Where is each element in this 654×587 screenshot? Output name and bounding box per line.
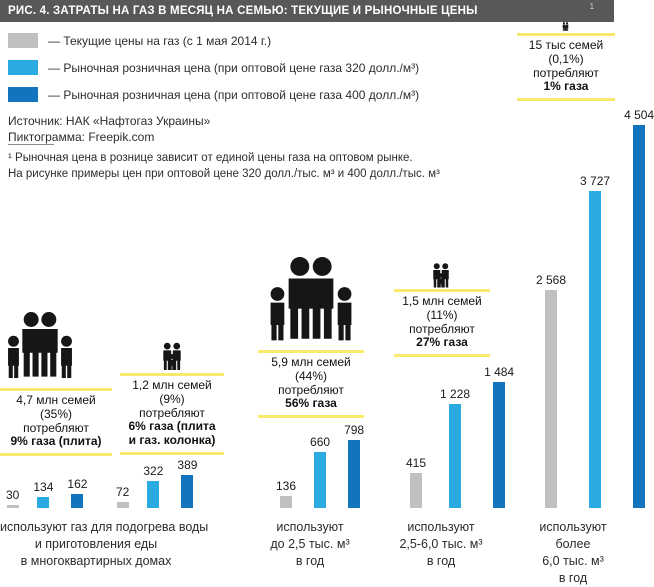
bar-group-2 [116, 458, 197, 508]
caption-group-4 [368, 519, 514, 570]
source-note [8, 114, 210, 145]
caption-groups-1-2 [0, 519, 209, 570]
legend-label: — Текущие цены на газ (с 1 мая 2014 г.) [48, 33, 272, 48]
bar-cell [33, 480, 53, 508]
bar-value: 798 [344, 423, 365, 437]
segment-info-2 [120, 373, 224, 455]
caption-group-3 [240, 519, 380, 570]
bar-cell [143, 464, 163, 508]
bar-value: 30 [6, 488, 20, 502]
bar-market-320 [147, 481, 159, 508]
bar-value: 415 [406, 456, 427, 470]
segment-info-line: 6% газа (плита [128, 419, 216, 434]
legend-label: — Рыночная розничная цена (при оптовой цене газа 400 долл./м³) [48, 87, 420, 102]
segment-info-line: 9% газа (плита) [10, 434, 102, 449]
bar-cell [177, 458, 197, 508]
footnote [8, 144, 440, 182]
bar-cell [624, 108, 654, 508]
footnote-reference: 1 [589, 2, 595, 11]
segment-info-3 [258, 350, 364, 418]
segment-info-line: 1,2 млн семей [132, 378, 212, 392]
caption-line: в год [295, 553, 325, 568]
legend-item-market-320 [8, 60, 419, 75]
bar-cell [406, 456, 426, 508]
footnote-line: ¹ Рыночная цена в рознице зависит от единой цены газа на оптовом рынке. [8, 152, 413, 164]
segment-info-line: потребляют [409, 321, 475, 336]
segment-info-5 [517, 33, 615, 101]
bar-value: 3 727 [580, 174, 611, 188]
segment-info-line: (9%) [159, 391, 185, 406]
caption-line: используют [407, 520, 475, 534]
bar-market-400 [348, 440, 360, 508]
bar-group-5 [536, 108, 654, 508]
family-icon-small [158, 342, 186, 371]
bar-value: 389 [177, 458, 198, 472]
segment-info-line: 27% газа [416, 335, 468, 350]
bar-value: 162 [67, 477, 88, 491]
bar-cell [536, 273, 566, 508]
segment-info-line: 4,7 млн семей [16, 393, 96, 407]
caption-line: используют газ для подогрева воды [0, 520, 209, 534]
footnote-divider [8, 144, 54, 145]
figure-title: РИС. 4. ЗАТРАТЫ НА ГАЗ В МЕСЯЦ НА СЕМЬЮ: ТЕКУЩИЕ И РЫНОЧНЫЕ ЦЕНЫ [8, 5, 478, 17]
caption-line: в год [558, 570, 588, 585]
bar-group-3 [276, 423, 364, 508]
bar-group-1 [6, 477, 87, 508]
segment-info-line: 5,9 млн семей [271, 355, 351, 369]
bar-market-400 [493, 382, 505, 508]
bar-current-price [7, 505, 19, 508]
bar-value: 4 504 [624, 108, 654, 122]
segment-info-line: 1,5 млн семей [402, 294, 482, 308]
bar-cell [116, 485, 129, 508]
caption-line: используют [539, 520, 607, 534]
caption-line: до 2,5 тыс. м³ [270, 536, 350, 551]
segment-info-line: и газ. колонка) [128, 433, 216, 448]
legend-swatch-market-400 [8, 87, 38, 102]
segment-info-line: потребляют [533, 65, 599, 80]
caption-line: 2,5-6,0 тыс. м³ [399, 536, 483, 551]
segment-info-line: 15 тыс семей [528, 38, 604, 52]
bar-cell [310, 435, 330, 508]
bar-market-400 [71, 494, 83, 508]
family-icon [6, 307, 74, 385]
bar-cell [6, 488, 19, 508]
bar-value: 136 [276, 479, 297, 493]
legend-swatch-market-320 [8, 60, 38, 75]
caption-line: в многоквартирных домах [20, 553, 172, 568]
bar-cell [344, 423, 364, 508]
segment-info-line: 1% газа [543, 79, 589, 94]
title-bar [0, 0, 614, 22]
bar-cell [580, 174, 610, 508]
bar-value: 72 [116, 485, 130, 499]
segment-info-4 [394, 289, 490, 357]
bar-value: 660 [310, 435, 331, 449]
bar-current-price [545, 290, 557, 508]
bar-cell [484, 365, 514, 508]
caption-line: более [555, 536, 591, 551]
segment-info-line: потребляют [23, 420, 89, 435]
segment-info-line: потребляют [139, 405, 205, 420]
legend-item-current-price [8, 33, 419, 48]
legend [8, 33, 419, 102]
bar-value: 1 228 [440, 387, 471, 401]
family-icon-small [427, 263, 455, 288]
legend-item-market-400 [8, 87, 419, 102]
bar-market-400 [181, 475, 193, 508]
segment-info-line: потребляют [278, 382, 344, 397]
bar-market-320 [314, 452, 326, 508]
bar-market-320 [37, 497, 49, 508]
bar-cell [440, 387, 470, 508]
bar-cell [67, 477, 87, 508]
source-line: Источник: НАК «Нафтогаз Украины» [8, 114, 211, 128]
segment-info-line: (44%) [294, 368, 327, 383]
caption-line: используют [276, 520, 344, 534]
bar-market-400 [633, 125, 645, 508]
caption-line: и приготовления еды [34, 536, 158, 551]
bar-value: 2 568 [536, 273, 567, 287]
family-icon-tiny [561, 22, 570, 31]
segment-info-line: 56% газа [285, 396, 337, 411]
legend-label: — Рыночная розничная цена (при оптовой цене газа 320 долл./м³) [48, 60, 420, 75]
bar-value: 322 [143, 464, 164, 478]
pictogram-credit-line: Пиктограмма: Freepik.com [8, 129, 155, 144]
family-icon [268, 252, 354, 348]
segment-info-1 [0, 388, 112, 456]
caption-group-5 [500, 519, 646, 587]
bar-group-4 [406, 365, 514, 508]
bar-value: 134 [33, 480, 54, 494]
bar-market-320 [449, 404, 461, 508]
segment-info-line: (11%) [426, 307, 458, 322]
segment-info-line: (35%) [39, 406, 72, 421]
bar-value: 1 484 [484, 365, 515, 379]
caption-line: 6,0 тыс. м³ [542, 553, 604, 568]
legend-swatch-current-price [8, 33, 38, 48]
bar-current-price [410, 473, 422, 508]
bar-cell [276, 479, 296, 508]
bar-current-price [117, 502, 129, 508]
segment-info-line: (0,1%) [548, 51, 584, 66]
footnote-line: На рисунке примеры цен при оптовой цене 320 долл./тыс. м³ и 400 долл./тыс. м³ [8, 168, 440, 181]
bar-market-320 [589, 191, 601, 508]
caption-line: в год [426, 553, 456, 568]
bar-current-price [280, 496, 292, 508]
